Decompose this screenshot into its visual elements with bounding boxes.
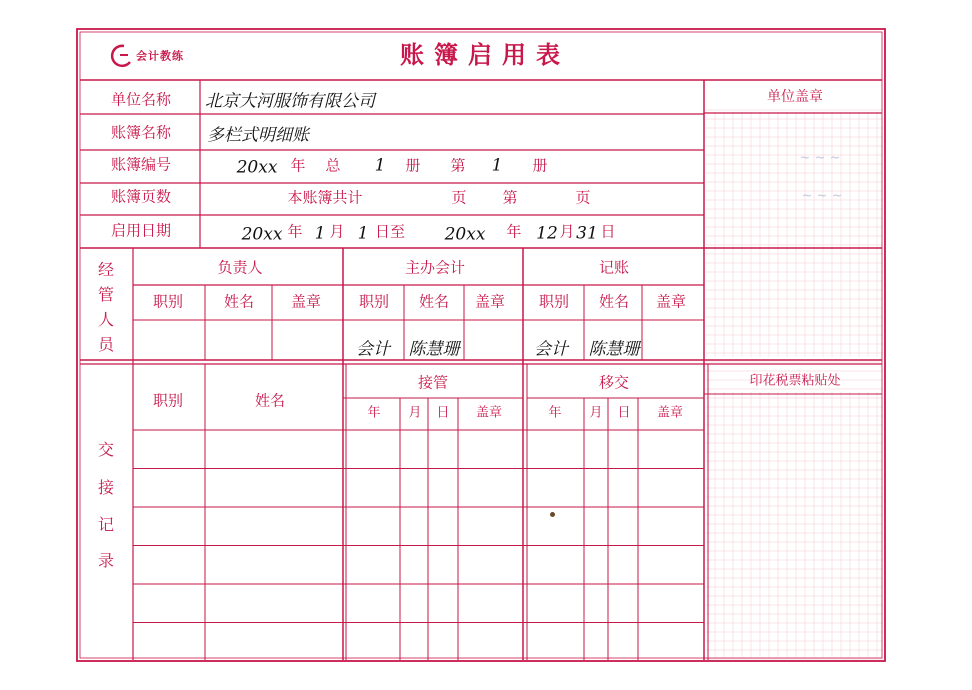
end-day: 31 <box>576 223 598 244</box>
form-title: 账簿启用表 <box>400 41 570 69</box>
book-seal-header: 盖章 <box>655 292 687 311</box>
book-number-seq: 1 <box>491 155 503 176</box>
start-month-label: 月 <box>329 222 345 241</box>
ink-spot <box>550 512 555 517</box>
handover-side-char-3: 记 <box>97 515 115 534</box>
end-month-label: 月 <box>559 222 575 241</box>
staff-side-char-1: 经 <box>97 260 115 279</box>
start-month: 1 <box>314 223 326 244</box>
label-book-number: 账簿编号 <box>110 155 172 174</box>
book-name-header: 姓名 <box>598 292 630 311</box>
label-unit-name: 单位名称 <box>110 90 172 109</box>
start-day-to-label: 日至 <box>374 222 406 241</box>
chief-role-header: 职别 <box>358 292 390 311</box>
label-book-name: 账簿名称 <box>110 123 172 142</box>
receive-year-header: 年 <box>367 405 381 421</box>
handover-side-char-4: 录 <box>97 551 115 570</box>
resp-role-header: 职别 <box>152 292 184 311</box>
book-name-value: 多栏式明细账 <box>207 125 309 146</box>
resp-name-header: 姓名 <box>223 292 255 311</box>
outer-border <box>77 29 885 661</box>
transfer-month-header: 月 <box>589 405 603 421</box>
book-number-year-label: 年 <box>290 156 306 175</box>
label-start-date: 启用日期 <box>110 221 172 240</box>
staff-side-char-2: 管 <box>97 285 115 304</box>
book-number-volume-label-2: 册 <box>532 156 548 175</box>
page-count-page-label: 页 <box>451 188 467 207</box>
handover-name-header: 姓名 <box>254 391 286 410</box>
transfer-seal-header: 盖章 <box>656 405 684 421</box>
unit-name-value: 北京大河服饰有限公司 <box>205 91 375 112</box>
unit-seal-title: 单位盖章 <box>767 89 823 105</box>
receive-seal-header: 盖章 <box>475 405 503 421</box>
book-number-seq-label: 第 <box>450 156 466 175</box>
receive-month-header: 月 <box>408 405 422 421</box>
start-year: 20xx <box>241 224 283 245</box>
chief-name-header: 姓名 <box>418 292 450 311</box>
group-chief-accountant: 主办会计 <box>404 258 466 277</box>
book-role-header: 职别 <box>538 292 570 311</box>
logo-text: 会计教练 <box>136 49 184 63</box>
bookkeeper-name-value: 陈慧珊 <box>588 339 640 360</box>
stamp-tax-title: 印花税票粘贴处 <box>749 373 841 389</box>
staff-side-char-3: 人 <box>97 310 115 329</box>
book-number-total: 1 <box>374 155 386 176</box>
transfer-year-header: 年 <box>548 405 562 421</box>
book-number-year: 20xx <box>236 157 278 178</box>
page-count-page-label-2: 页 <box>575 188 591 207</box>
handover-side-char-2: 接 <box>97 478 115 497</box>
handover-role-header: 职别 <box>152 391 184 410</box>
chief-name-value: 陈慧珊 <box>408 339 460 360</box>
transfer-title: 移交 <box>598 373 630 392</box>
label-page-count: 账簿页数 <box>110 187 172 206</box>
transfer-day-header: 日 <box>617 405 631 421</box>
receive-day-header: 日 <box>436 405 450 421</box>
end-day-label: 日 <box>600 222 616 241</box>
staff-side-char-4: 员 <box>97 335 115 354</box>
bleed-through-mark-2: ~ ~ ~ <box>801 188 843 204</box>
handover-side-char-1: 交 <box>97 440 115 459</box>
group-bookkeeper: 记账 <box>598 258 630 277</box>
book-number-total-label: 总 <box>325 156 341 175</box>
book-number-volume-label: 册 <box>405 156 421 175</box>
end-year: 20xx <box>444 224 486 245</box>
page-count-prefix: 本账簿共计 <box>287 188 363 207</box>
page-count-seq-label: 第 <box>502 188 518 207</box>
bookkeeper-role-value: 会计 <box>534 339 568 360</box>
receive-title: 接管 <box>417 373 449 392</box>
resp-seal-header: 盖章 <box>290 292 322 311</box>
start-day: 1 <box>357 223 369 244</box>
chief-role-value: 会计 <box>356 339 390 360</box>
group-responsible: 负责人 <box>217 258 263 277</box>
end-year-label: 年 <box>506 222 522 241</box>
end-month: 12 <box>536 223 558 244</box>
start-year-label: 年 <box>287 222 303 241</box>
chief-seal-header: 盖章 <box>474 292 506 311</box>
bleed-through-mark: ~ ~ ~ <box>799 150 841 166</box>
